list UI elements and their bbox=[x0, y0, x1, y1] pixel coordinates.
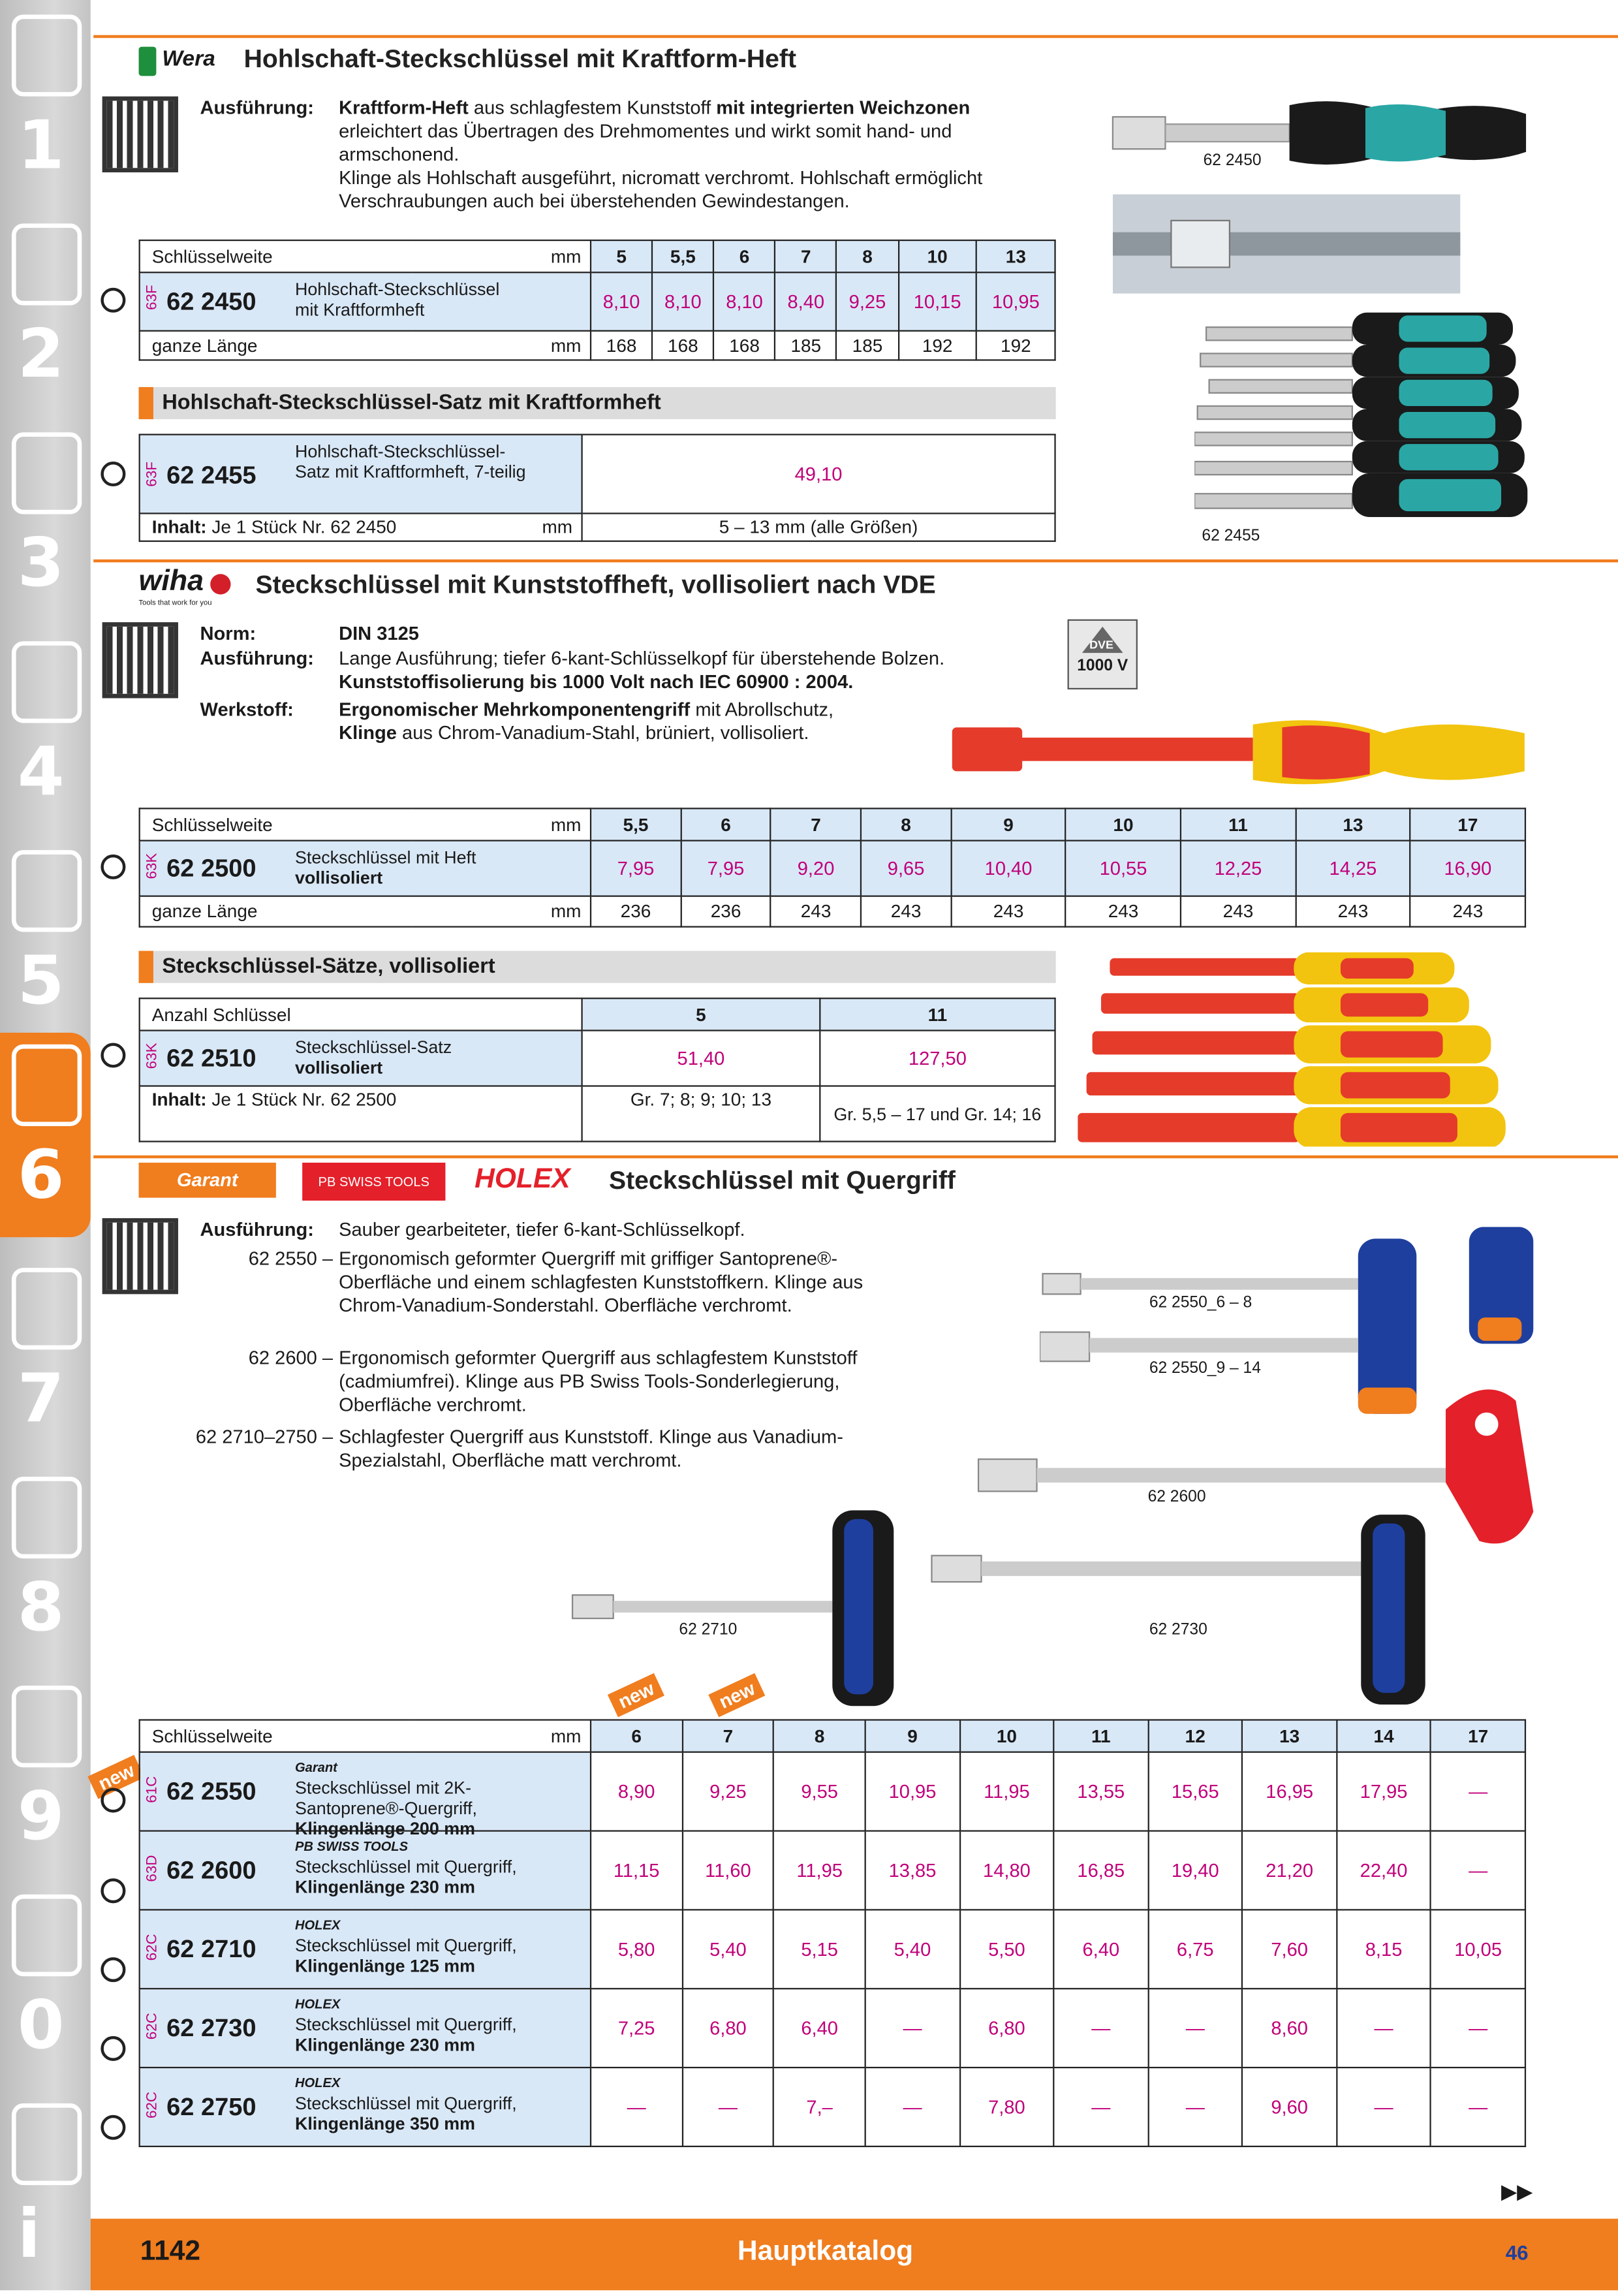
price-cell: — bbox=[1431, 1831, 1525, 1910]
product-image-622510-set bbox=[1078, 949, 1516, 1146]
size-header: 8 bbox=[837, 240, 898, 272]
article-number[interactable]: 62 2455 bbox=[166, 462, 257, 490]
price-cell: 9,20 bbox=[771, 841, 861, 896]
size-header: 5,5 bbox=[591, 808, 681, 840]
price-table-622510 bbox=[139, 998, 1056, 1142]
garant-logo: Garant bbox=[139, 1163, 276, 1198]
size-header: 5,5 bbox=[652, 240, 713, 272]
article-name-bold: vollisoliert bbox=[294, 868, 383, 889]
article-name: Hohlschaft-Steckschlüssel-Satz mit Kraftformheft, 7-teilig bbox=[294, 441, 526, 482]
price-cell: 5,15 bbox=[774, 1910, 865, 1989]
price-cell: 9,55 bbox=[774, 1752, 865, 1831]
size-header: 10 bbox=[1066, 808, 1181, 840]
price-cell: 8,60 bbox=[1242, 1989, 1336, 2068]
chapter-tab-5[interactable] bbox=[0, 838, 91, 1043]
price-cell: 7,95 bbox=[681, 841, 771, 896]
unit-label: mm bbox=[412, 331, 591, 360]
size-header: 6 bbox=[713, 240, 775, 272]
article-name: Steckschlüssel mit 2K-Santoprene®-Quergriff, bbox=[294, 1777, 477, 1819]
price-cell: 21,20 bbox=[1242, 1831, 1336, 1910]
price-cell: 9,25 bbox=[682, 1752, 773, 1831]
item-ref: 62 2710–2750 – bbox=[195, 1425, 334, 1448]
pliers-icon bbox=[12, 1268, 82, 1349]
price-cell: 11,95 bbox=[959, 1752, 1053, 1831]
set-content: Gr. 7; 8; 9; 10; 13 bbox=[582, 1086, 820, 1142]
price-cell: 19,40 bbox=[1148, 1831, 1242, 1910]
chapter-tab-8[interactable] bbox=[0, 1465, 91, 1669]
chapter-number: i bbox=[17, 2194, 41, 2273]
item-description: Schlagfester Quergriff aus Kunststoff. Klinge aus Vanadium-Spezialstahl, Oberfläche matt verchromt. bbox=[339, 1425, 843, 1471]
inhalt-text: Je 1 Stück Nr. 62 2500 bbox=[211, 1090, 397, 1110]
price-cell: 5,40 bbox=[682, 1910, 773, 1989]
order-circle-icon[interactable] bbox=[101, 288, 125, 313]
size-header: 7 bbox=[771, 808, 861, 840]
size-header: 13 bbox=[976, 240, 1055, 272]
chapter-tab-3[interactable] bbox=[0, 420, 91, 625]
price-cell: 13,55 bbox=[1054, 1752, 1148, 1831]
price-cell: 7,95 bbox=[591, 841, 681, 896]
article-number[interactable]: 62 2450 bbox=[166, 287, 257, 316]
price-cell: — bbox=[1431, 1752, 1525, 1831]
vde-badge: DVE 1000 V bbox=[1068, 620, 1138, 689]
price-cell: 22,40 bbox=[1337, 1831, 1431, 1910]
detail-image-hollow-shaft bbox=[1113, 195, 1461, 294]
article-name: Steckschlüssel mit Quergriff, bbox=[294, 2014, 517, 2035]
price-cell: 7,– bbox=[774, 2068, 865, 2147]
price-cell: 15,65 bbox=[1148, 1752, 1242, 1831]
unit-label: mm bbox=[542, 517, 573, 538]
table-header-label: Schlüsselweite bbox=[140, 808, 412, 840]
price-cell: 8,10 bbox=[713, 272, 775, 330]
price-cell: — bbox=[682, 2068, 773, 2147]
price-table-622455 bbox=[139, 434, 1056, 543]
price-cell: 16,85 bbox=[1054, 1831, 1148, 1910]
length-cell: 192 bbox=[898, 331, 976, 360]
price-cell: 6,80 bbox=[959, 1989, 1053, 2068]
qr-code[interactable] bbox=[102, 1218, 178, 1294]
price-cell: 6,80 bbox=[682, 1989, 773, 2068]
price-cell: 8,15 bbox=[1337, 1910, 1431, 1989]
length-cell: 243 bbox=[1410, 896, 1525, 927]
next-page-arrow-icon[interactable]: ▶▶ bbox=[1501, 2179, 1533, 2203]
size-header: 14 bbox=[1337, 1720, 1431, 1752]
length-label: ganze Länge bbox=[140, 331, 412, 360]
price-cell: 14,25 bbox=[1296, 841, 1410, 896]
new-badge: new bbox=[708, 1673, 766, 1718]
info-icon bbox=[12, 2103, 82, 2185]
article-number[interactable]: 62 2730 bbox=[166, 2014, 257, 2042]
article-number[interactable]: 62 2750 bbox=[166, 2093, 257, 2121]
qr-code[interactable] bbox=[102, 97, 178, 172]
wrench-screwdriver-icon bbox=[12, 1045, 82, 1126]
price-cell: — bbox=[1054, 1989, 1148, 2068]
blade-length: Klingenlänge 230 mm bbox=[294, 2034, 475, 2056]
order-circle-icon[interactable] bbox=[101, 1878, 125, 1903]
price-cell: 11,15 bbox=[591, 1831, 682, 1910]
chapter-tab-6[interactable] bbox=[0, 1033, 91, 1237]
catalog-code: 63D bbox=[144, 1855, 161, 1882]
price-cell: 9,60 bbox=[1242, 2068, 1336, 2147]
chapter-tab-9[interactable] bbox=[0, 1674, 91, 1878]
safety-goggles-icon bbox=[12, 1895, 82, 1976]
section-rule bbox=[93, 1156, 1618, 1158]
price-cell: 10,15 bbox=[898, 272, 976, 330]
qr-code[interactable] bbox=[102, 622, 178, 698]
order-circle-icon[interactable] bbox=[101, 1043, 125, 1068]
order-circle-icon[interactable] bbox=[101, 2036, 125, 2061]
brand-mark: HOLEX bbox=[294, 2075, 341, 2090]
price-cell: 8,10 bbox=[591, 272, 652, 330]
cutting-insert-icon bbox=[12, 223, 82, 305]
price-cell: 9,25 bbox=[837, 272, 898, 330]
werkstoff-label: Werkstoff: bbox=[200, 698, 294, 721]
price-cell: — bbox=[1337, 1989, 1431, 2068]
holex-logo: HOLEX bbox=[475, 1164, 570, 1195]
article-number[interactable]: 62 2550 bbox=[166, 1777, 257, 1806]
length-cell: 243 bbox=[1296, 896, 1410, 927]
price-cell: — bbox=[591, 2068, 682, 2147]
new-badge: new bbox=[608, 1673, 665, 1718]
unit-label: mm bbox=[412, 240, 591, 272]
catalog-code: 63K bbox=[144, 853, 161, 879]
chapter-number: 8 bbox=[17, 1567, 65, 1646]
blade-length: Klingenlänge 200 mm bbox=[294, 1818, 475, 1839]
chapter-number: 1 bbox=[17, 105, 65, 184]
price-cell: 7,80 bbox=[959, 2068, 1053, 2147]
item-description: Ergonomisch geformter Quergriff aus schlagfestem Kunststoff (cadmiumfrei). Klinge aus PB Swiss Tools-Sonderlegierung, Oberfläche verchromt. bbox=[339, 1346, 858, 1416]
price-cell: 10,95 bbox=[865, 1752, 959, 1831]
table-header-label: Schlüsselweite bbox=[140, 240, 412, 272]
norm-label: Norm: bbox=[200, 622, 257, 644]
price-cell: 6,40 bbox=[774, 1989, 865, 2068]
inhalt-text: Je 1 Stück Nr. 62 2450 bbox=[211, 517, 397, 538]
grinding-disc-icon bbox=[12, 850, 82, 932]
count-header: 5 bbox=[582, 998, 820, 1030]
length-cell: 243 bbox=[1066, 896, 1181, 927]
catalog-code: 63K bbox=[144, 1043, 161, 1069]
length-cell: 243 bbox=[1181, 896, 1296, 927]
ausfuehrung-label: Ausführung: bbox=[200, 647, 315, 669]
chapter-number: 7 bbox=[17, 1358, 65, 1438]
price-cell: — bbox=[865, 1989, 959, 2068]
footer-title: Hauptkatalog bbox=[737, 2236, 914, 2267]
article-number[interactable]: 62 2500 bbox=[166, 854, 257, 883]
product-image-622500 bbox=[946, 713, 1531, 792]
image-caption: 62 2600 bbox=[1147, 1488, 1206, 1506]
price-cell: 8,10 bbox=[652, 272, 713, 330]
tap-icon bbox=[12, 432, 82, 514]
section-title-quergriff: Steckschlüssel mit Quergriff bbox=[608, 1165, 956, 1195]
length-cell: 185 bbox=[837, 331, 898, 360]
set-content: Gr. 5,5 – 17 und Gr. 14; 16 bbox=[820, 1086, 1055, 1142]
page-number: 1142 bbox=[140, 2236, 201, 2267]
size-header: 17 bbox=[1410, 808, 1525, 840]
catalog-code: 62C bbox=[144, 1934, 161, 1961]
price-cell: 7,25 bbox=[591, 1989, 682, 2068]
article-name-bold: vollisoliert bbox=[294, 1057, 383, 1078]
chapter-number: 5 bbox=[17, 940, 65, 1020]
ausfuehrung-label: Ausführung: bbox=[200, 96, 315, 119]
price-cell: 10,40 bbox=[951, 841, 1066, 896]
order-circle-icon[interactable] bbox=[101, 1788, 125, 1813]
section-rule bbox=[93, 35, 1618, 38]
chapter-number: 0 bbox=[17, 1985, 65, 2064]
description-quergriff: Sauber gearbeiteter, tiefer 6-kant-Schlüsselkopf. bbox=[339, 1218, 745, 1240]
brand-mark: PB SWISS TOOLS bbox=[294, 1838, 409, 1854]
price-cell: — bbox=[1431, 1989, 1525, 2068]
chapter-number: 3 bbox=[17, 522, 65, 602]
wiha-logo: wiha Tools that work for you bbox=[139, 565, 231, 608]
size-range: 5 – 13 mm (alle Größen) bbox=[582, 513, 1055, 541]
blade-length: Klingenlänge 125 mm bbox=[294, 1955, 475, 1977]
size-header: 11 bbox=[1181, 808, 1296, 840]
length-cell: 185 bbox=[775, 331, 837, 360]
price-cell: 51,40 bbox=[582, 1030, 820, 1086]
wera-logo: Wera bbox=[139, 44, 230, 79]
length-cell: 168 bbox=[591, 331, 652, 360]
image-caption: 62 2550_9 – 14 bbox=[1149, 1360, 1261, 1377]
price-cell: — bbox=[1431, 2068, 1525, 2147]
page-footer bbox=[91, 2219, 1618, 2291]
price-cell: 16,90 bbox=[1410, 841, 1525, 896]
chapter-number: 2 bbox=[17, 314, 65, 393]
price-cell: 10,05 bbox=[1431, 1910, 1525, 1989]
price-cell: 9,65 bbox=[861, 841, 951, 896]
price-cell: 11,60 bbox=[682, 1831, 773, 1910]
price-cell: — bbox=[1337, 2068, 1431, 2147]
length-cell: 243 bbox=[951, 896, 1066, 927]
inhalt-label: Inhalt: bbox=[151, 1090, 207, 1110]
price-cell: 11,95 bbox=[774, 1831, 865, 1910]
order-circle-icon[interactable] bbox=[101, 1957, 125, 1982]
size-header: 7 bbox=[775, 240, 837, 272]
size-header: 7 bbox=[682, 1720, 773, 1752]
price-cell: — bbox=[1054, 2068, 1148, 2147]
product-image-622450 bbox=[1110, 85, 1533, 187]
section-title-wera: Hohlschaft-Steckschlüssel mit Kraftform-Heft bbox=[243, 44, 797, 73]
article-number[interactable]: 62 2710 bbox=[166, 1935, 257, 1964]
size-header: 11 bbox=[1054, 1720, 1148, 1752]
size-header: 10 bbox=[898, 240, 976, 272]
new-badge: new bbox=[87, 1755, 145, 1799]
price-cell: 6,40 bbox=[1054, 1910, 1148, 1989]
chapter-tab-2[interactable] bbox=[0, 212, 91, 416]
price-cell: 14,80 bbox=[959, 1831, 1053, 1910]
brand-mark: HOLEX bbox=[294, 1996, 341, 2011]
chapter-tab-1[interactable] bbox=[0, 3, 91, 207]
chapter-number: 4 bbox=[17, 731, 65, 811]
caliper-icon bbox=[12, 641, 82, 723]
brand-mark: Garant bbox=[294, 1760, 337, 1775]
size-header: 9 bbox=[865, 1720, 959, 1752]
table-header-label: Anzahl Schlüssel bbox=[140, 998, 582, 1030]
article-name: Steckschlüssel mit Quergriff, bbox=[294, 1935, 517, 1956]
size-header: 8 bbox=[861, 808, 951, 840]
size-header: 6 bbox=[681, 808, 771, 840]
chapter-sidebar bbox=[0, 0, 91, 2290]
article-name: Steckschlüssel-Satz bbox=[294, 1037, 452, 1058]
length-cell: 168 bbox=[652, 331, 713, 360]
tool-case-icon bbox=[12, 1477, 82, 1558]
description-wiha: Lange Ausführung; tiefer 6-kant-Schlüsselkopf für überstehende Bolzen. Kunststoffisolierung bis 1000 Volt nach IEC 60900 : 2004. bbox=[339, 647, 945, 693]
price-cell: — bbox=[1148, 2068, 1242, 2147]
article-number[interactable]: 62 2600 bbox=[166, 1856, 257, 1885]
price-cell: 127,50 bbox=[820, 1030, 1055, 1086]
size-header: 9 bbox=[951, 808, 1066, 840]
price-cell: 17,95 bbox=[1337, 1752, 1431, 1831]
image-caption: 62 2450 bbox=[1203, 151, 1262, 170]
tool-cabinet-icon bbox=[12, 1686, 82, 1767]
image-caption: 62 2550_6 – 8 bbox=[1149, 1294, 1252, 1312]
image-caption: 62 2710 bbox=[679, 1621, 738, 1639]
length-cell: 236 bbox=[591, 896, 681, 927]
price-cell: 5,80 bbox=[591, 1910, 682, 1989]
item-ref: 62 2600 – bbox=[248, 1346, 334, 1369]
size-header: 8 bbox=[774, 1720, 865, 1752]
norm-value: DIN 3125 bbox=[339, 622, 419, 644]
catalog-code: 62C bbox=[144, 2091, 161, 2119]
catalog-code: 62C bbox=[144, 2013, 161, 2040]
inhalt-label: Inhalt: bbox=[151, 517, 207, 538]
product-image-622730 bbox=[929, 1512, 1433, 1709]
chapter-number: 6 bbox=[17, 1135, 65, 1214]
unit-label: mm bbox=[412, 896, 591, 927]
image-caption: 62 2730 bbox=[1149, 1621, 1207, 1639]
size-header: 6 bbox=[591, 1720, 682, 1752]
price-cell: 5,50 bbox=[959, 1910, 1053, 1989]
article-name: Hohlschaft-Steckschlüssel mit Kraftformheft bbox=[294, 279, 500, 320]
price-cell: — bbox=[1148, 1989, 1242, 2068]
article-name: Steckschlüssel mit Heft bbox=[294, 847, 476, 868]
size-header: 17 bbox=[1431, 1720, 1525, 1752]
chapter-tab-4[interactable] bbox=[0, 629, 91, 834]
product-image-622710 bbox=[570, 1505, 906, 1709]
price-table-quergriff bbox=[139, 1719, 1527, 2147]
price-cell: 10,95 bbox=[976, 272, 1055, 330]
size-header: 13 bbox=[1296, 808, 1410, 840]
article-number[interactable]: 62 2510 bbox=[166, 1044, 257, 1073]
item-ref: 62 2550 – bbox=[248, 1247, 334, 1270]
price-cell: — bbox=[865, 2068, 959, 2147]
size-header: 10 bbox=[959, 1720, 1053, 1752]
item-description: Ergonomisch geformter Quergriff mit griffiger Santoprene®-Oberfläche und einem schlagfesten Kunststoffkern. Klinge aus Chrom-Vanadium-Sonderstahl. Oberfläche verchromt. bbox=[339, 1247, 863, 1316]
section-title-wiha: Steckschlüssel mit Kunststoffheft, vollisoliert nach VDE bbox=[255, 569, 936, 599]
size-header: 5 bbox=[591, 240, 652, 272]
chapter-number: 9 bbox=[17, 1776, 65, 1855]
article-name: Steckschlüssel mit Quergriff, bbox=[294, 1856, 517, 1878]
order-circle-icon[interactable] bbox=[101, 2115, 125, 2140]
catalog-code: 63F bbox=[144, 462, 161, 487]
length-label: ganze Länge bbox=[140, 896, 412, 927]
product-image-622455-set bbox=[1194, 309, 1531, 529]
catalog-code: 63F bbox=[144, 285, 161, 310]
length-cell: 236 bbox=[681, 896, 771, 927]
brand-mark: HOLEX bbox=[294, 1917, 341, 1933]
count-header: 11 bbox=[820, 998, 1055, 1030]
section-rule bbox=[93, 559, 1618, 562]
subsection-header: Steckschlüssel-Sätze, vollisoliert bbox=[139, 951, 1056, 983]
price-cell: 13,85 bbox=[865, 1831, 959, 1910]
price-cell: 7,60 bbox=[1242, 1910, 1336, 1989]
werkstoff-text: Ergonomischer Mehrkomponentengriff mit Abrollschutz, Klinge aus Chrom-Vanadium-Stahl, brüniert, vollisoliert. bbox=[339, 698, 834, 744]
blade-length: Klingenlänge 350 mm bbox=[294, 2113, 475, 2134]
footer-number: 46 bbox=[1505, 2241, 1529, 2264]
article-name: Steckschlüssel mit Quergriff, bbox=[294, 2093, 517, 2114]
order-circle-icon[interactable] bbox=[101, 462, 125, 486]
length-cell: 168 bbox=[713, 331, 775, 360]
chapter-tab-i[interactable] bbox=[0, 2092, 91, 2296]
chapter-tab-7[interactable] bbox=[0, 1256, 91, 1460]
chapter-tab-0[interactable] bbox=[0, 1883, 91, 2087]
unit-label: mm bbox=[412, 808, 591, 840]
blade-length: Klingenlänge 230 mm bbox=[294, 1877, 475, 1898]
price-cell: 12,25 bbox=[1181, 841, 1296, 896]
length-cell: 192 bbox=[976, 331, 1055, 360]
drill-bit-icon bbox=[12, 14, 82, 96]
price-cell: 6,75 bbox=[1148, 1910, 1242, 1989]
ausfuehrung-label: Ausführung: bbox=[200, 1218, 315, 1240]
price-cell: 10,55 bbox=[1066, 841, 1181, 896]
size-header: 12 bbox=[1148, 1720, 1242, 1752]
price-table-622500 bbox=[139, 808, 1527, 927]
pb-swiss-tools-logo: PB SWISS TOOLS bbox=[302, 1163, 445, 1201]
table-header-label: Schlüsselweite bbox=[140, 1720, 412, 1752]
subsection-header: Hohlschaft-Steckschlüssel-Satz mit Kraftformheft bbox=[139, 387, 1056, 419]
order-circle-icon[interactable] bbox=[101, 855, 125, 879]
price-cell: 8,90 bbox=[591, 1752, 682, 1831]
price-cell: 49,10 bbox=[582, 435, 1055, 514]
description-wera: Kraftform-Heft aus schlagfestem Kunststoff mit integrierten Weichzonen erleichtert das Übertragen des Drehmomentes und wirkt somit hand- und armschonend. Klinge als Hohlschaft ausgeführt, nicromatt verchromt. Hohlschaft ermöglicht Verschraubungen auch bei überstehenden Gewindestangen. bbox=[339, 96, 983, 212]
length-cell: 243 bbox=[771, 896, 861, 927]
price-table-622450 bbox=[139, 240, 1056, 361]
length-cell: 243 bbox=[861, 896, 951, 927]
price-cell: 8,40 bbox=[775, 272, 837, 330]
unit-label: mm bbox=[412, 1720, 591, 1752]
catalog-code: 61C bbox=[144, 1776, 161, 1803]
image-caption: 62 2455 bbox=[1202, 527, 1260, 545]
size-header: 13 bbox=[1242, 1720, 1336, 1752]
price-cell: 5,40 bbox=[865, 1910, 959, 1989]
price-cell: 16,95 bbox=[1242, 1752, 1336, 1831]
